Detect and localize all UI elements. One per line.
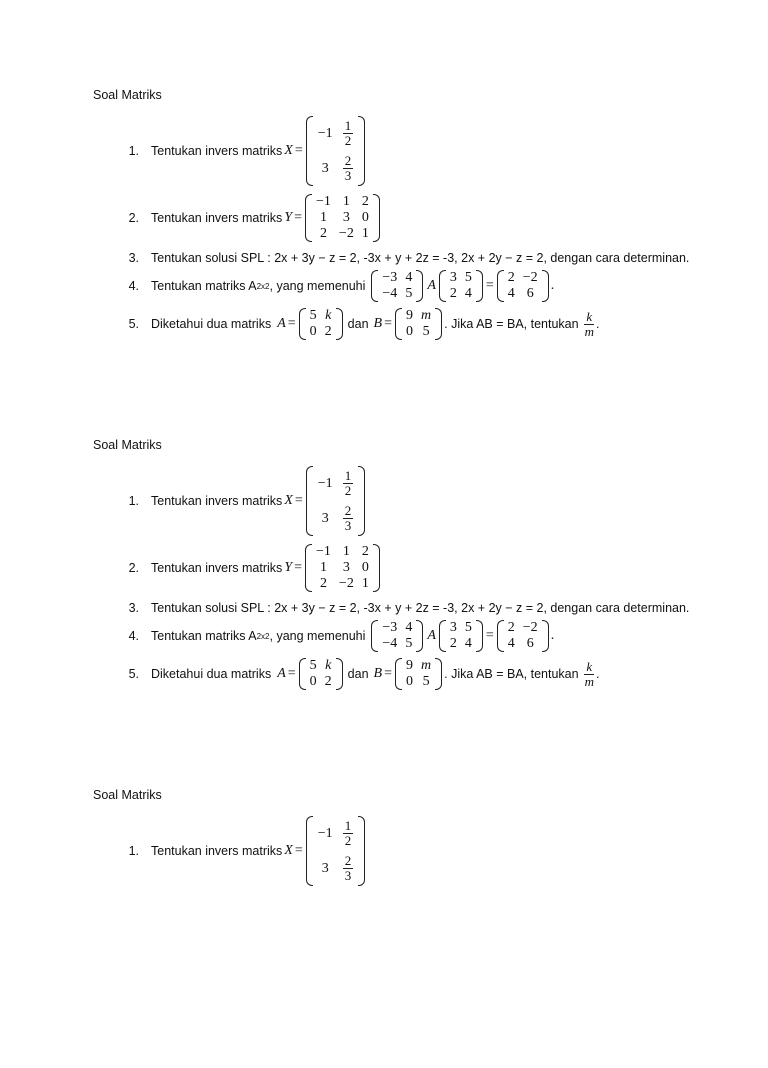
question-text (151, 629, 365, 643)
question-text: Tentukan solusi SPL : 2x + 3y − z = 2, -3x + y + 2z = -3, 2x + 2y − z = 2, dengan cara determinan. (151, 251, 690, 265)
matrix-cell: 4 (464, 636, 472, 651)
math-expression (275, 658, 344, 690)
equals-sign: = (294, 493, 303, 508)
matrix-cell: 5 (405, 636, 413, 651)
question-text: Tentukan invers matriks (151, 144, 283, 158)
right-bracket (336, 658, 343, 690)
matrix-cell: 9 (406, 658, 413, 673)
right-bracket (476, 270, 483, 302)
matrix-cell: 0 (361, 560, 369, 575)
fraction (343, 119, 354, 148)
right-bracket (476, 620, 483, 652)
matrix-cell: 2 (449, 286, 457, 301)
right-bracket (542, 270, 549, 302)
matrix-cell: 3 (449, 270, 457, 285)
matrix-cell: −2 (522, 270, 538, 285)
question-number: 1. (128, 844, 139, 858)
matrix-cell: 6 (526, 286, 534, 301)
matrix-body (306, 658, 336, 690)
matrix (395, 658, 442, 690)
math-expression (282, 466, 367, 536)
question-text: Tentukan invers matriks (151, 561, 283, 575)
period: . (595, 317, 600, 331)
matrix (371, 270, 423, 302)
fraction (343, 504, 354, 533)
matrix-cell: k (325, 658, 332, 673)
period: . (550, 278, 555, 293)
question-text-a: Tentukan matriks A (151, 629, 257, 643)
question-item-5 (93, 658, 599, 690)
right-bracket (416, 620, 423, 652)
fraction-numerator: 1 (344, 818, 352, 833)
variable: B (373, 316, 383, 331)
matrix-cell: −1 (316, 544, 331, 559)
left-bracket (305, 194, 312, 242)
equals-sign: = (485, 628, 494, 643)
matrix-cell: 4 (405, 620, 413, 635)
matrix (299, 658, 343, 690)
matrix-cell: 2 (449, 636, 457, 651)
variable: A (427, 628, 436, 643)
matrix-cell: 3 (321, 160, 329, 176)
right-bracket (358, 116, 365, 186)
matrix-cell: 1 (319, 560, 327, 575)
matrix-body (313, 116, 358, 186)
matrix-body (378, 620, 416, 652)
matrix-cell: 1 (361, 576, 369, 591)
matrix-cell: −1 (317, 475, 333, 491)
matrix-cell: 2 (319, 226, 327, 241)
matrix-cell: 0 (406, 324, 413, 339)
matrix-cell: 3 (449, 620, 457, 635)
matrix-body (446, 620, 476, 652)
fraction-denominator: 3 (344, 868, 352, 883)
math-expression (282, 816, 367, 886)
equals-sign: = (294, 210, 303, 225)
left-bracket (439, 620, 446, 652)
question-item-3 (93, 601, 689, 615)
matrix-cell: −1 (316, 194, 331, 209)
matrix-cell (338, 851, 359, 886)
matrix-cell: 4 (464, 286, 472, 301)
right-bracket (373, 544, 380, 592)
matrix-body (378, 270, 416, 302)
matrix (439, 270, 483, 302)
matrix (306, 116, 365, 186)
right-bracket (435, 308, 442, 340)
question-text-b: , yang memenuhi (269, 629, 366, 643)
period: . (595, 667, 600, 681)
variable: X (284, 493, 293, 508)
right-bracket (416, 270, 423, 302)
matrix-body (312, 194, 373, 242)
math-expression (275, 308, 344, 340)
section-title: Soal Matriks (93, 788, 162, 802)
matrix-cell: 3 (321, 510, 329, 526)
variable: X (284, 843, 293, 858)
right-bracket (435, 658, 442, 690)
left-bracket (371, 620, 378, 652)
matrix-cell: 0 (361, 210, 369, 225)
equals-sign: = (294, 843, 303, 858)
matrix-cell (338, 116, 359, 151)
matrix-cell: 0 (406, 674, 413, 689)
equals-sign: = (384, 316, 392, 331)
matrix-cell: 4 (405, 270, 413, 285)
fraction-numerator: k (586, 308, 593, 324)
variable: A (277, 316, 286, 331)
matrix (395, 308, 442, 340)
question-number: 5. (128, 317, 139, 331)
fraction-denominator: 2 (344, 483, 352, 498)
right-bracket (373, 194, 380, 242)
variable: B (373, 666, 383, 681)
matrix-cell: 0 (309, 674, 317, 689)
right-bracket (542, 620, 549, 652)
matrix-cell: 3 (321, 860, 329, 876)
matrix-body (446, 270, 476, 302)
matrix-cell: −2 (338, 576, 354, 591)
question-text-tail: . Jika AB = BA, tentukan (444, 317, 579, 331)
question-number: 2. (128, 561, 139, 575)
matrix-cell: 3 (342, 560, 350, 575)
question-item-1 (93, 466, 367, 536)
question-section (93, 788, 743, 1068)
matrix-cell: 4 (507, 636, 515, 651)
question-number: 1. (128, 494, 139, 508)
question-item-1 (93, 816, 367, 886)
matrix-cell: 1 (342, 194, 350, 209)
matrix-cell: 5 (422, 674, 430, 689)
fraction (343, 854, 354, 883)
question-number: 2. (128, 211, 139, 225)
fraction-denominator: 3 (344, 168, 352, 183)
question-text: Diketahui dua matriks (151, 317, 272, 331)
fraction-numerator: 2 (344, 503, 352, 518)
matrix-body (306, 308, 336, 340)
matrix-cell: 6 (526, 636, 534, 651)
matrix-cell: −3 (382, 620, 398, 635)
question-item-1 (93, 116, 367, 186)
matrix (305, 544, 380, 592)
section-title: Soal Matriks (93, 438, 162, 452)
question-text: Diketahui dua matriks (151, 667, 272, 681)
connector-text: dan (347, 667, 369, 681)
subscript: 2x2 (256, 281, 270, 291)
variable: X (284, 143, 293, 158)
fraction-denominator: 2 (344, 833, 352, 848)
question-text: Tentukan invers matriks (151, 494, 283, 508)
equals-sign: = (485, 278, 494, 293)
question-item-2 (93, 194, 382, 242)
matrix-cell: −4 (382, 286, 398, 301)
question-item-5 (93, 308, 599, 340)
left-bracket (395, 308, 402, 340)
left-bracket (395, 658, 402, 690)
matrix-body (504, 270, 542, 302)
left-bracket (306, 466, 313, 536)
subscript: 2x2 (256, 631, 270, 641)
matrix-body (402, 308, 435, 340)
matrix-cell: −3 (382, 270, 398, 285)
math-expression (369, 620, 554, 652)
matrix (299, 308, 343, 340)
fraction (343, 154, 354, 183)
matrix-cell: 2 (507, 620, 515, 635)
matrix-cell: −1 (317, 125, 333, 141)
question-text-b: , yang memenuhi (269, 279, 366, 293)
question-text-a: Tentukan matriks A (151, 279, 257, 293)
math-expression (372, 308, 445, 340)
matrix-body (504, 620, 542, 652)
matrix-cell: 5 (309, 308, 317, 323)
matrix-cell: 1 (319, 210, 327, 225)
left-bracket (306, 816, 313, 886)
question-section (93, 88, 743, 368)
matrix-cell: 2 (319, 576, 327, 591)
left-bracket (371, 270, 378, 302)
matrix-cell (338, 151, 359, 186)
fraction-denominator: 2 (344, 133, 352, 148)
fraction (583, 310, 596, 339)
matrix-cell: −2 (338, 226, 354, 241)
question-number: 3. (128, 601, 139, 615)
matrix-cell: −4 (382, 636, 398, 651)
matrix-cell: 5 (309, 658, 317, 673)
math-expression (282, 544, 382, 592)
matrix-cell: 2 (361, 194, 369, 209)
math-expression (282, 116, 367, 186)
matrix-cell: 9 (406, 308, 413, 323)
fraction-denominator: m (584, 673, 594, 689)
fraction-numerator: 1 (344, 118, 352, 133)
fraction-denominator: m (584, 323, 594, 339)
matrix-cell: −1 (317, 825, 333, 841)
equals-sign: = (294, 143, 303, 158)
fraction-numerator: k (586, 658, 593, 674)
question-section (93, 438, 743, 718)
question-text-tail: . Jika AB = BA, tentukan (444, 667, 579, 681)
matrix (305, 194, 380, 242)
fraction-denominator: 3 (344, 518, 352, 533)
period: . (550, 628, 555, 643)
matrix-cell (338, 466, 359, 501)
question-text: Tentukan invers matriks (151, 211, 283, 225)
equals-sign: = (287, 666, 296, 681)
variable: A (427, 278, 436, 293)
question-item-4 (93, 270, 554, 302)
question-text: Tentukan invers matriks (151, 844, 283, 858)
question-text: Tentukan solusi SPL : 2x + 3y − z = 2, -3x + y + 2z = -3, 2x + 2y − z = 2, dengan cara determinan. (151, 601, 690, 615)
matrix-cell: 2 (361, 544, 369, 559)
right-bracket (358, 466, 365, 536)
variable: A (277, 666, 286, 681)
left-bracket (497, 620, 504, 652)
fraction (583, 660, 596, 689)
fraction-numerator: 1 (344, 468, 352, 483)
math-expression (372, 658, 445, 690)
fraction (343, 469, 354, 498)
question-number: 1. (128, 144, 139, 158)
matrix (439, 620, 483, 652)
matrix-body (313, 816, 358, 886)
matrix-cell: k (325, 308, 332, 323)
matrix-cell: 2 (324, 674, 332, 689)
left-bracket (439, 270, 446, 302)
question-text (151, 279, 365, 293)
left-bracket (305, 544, 312, 592)
fraction-numerator: 2 (344, 153, 352, 168)
matrix-cell: m (421, 658, 432, 673)
matrix (497, 620, 549, 652)
matrix-cell: 1 (361, 226, 369, 241)
equals-sign: = (294, 560, 303, 575)
matrix-cell: m (421, 308, 432, 323)
fraction (343, 819, 354, 848)
matrix-cell: 5 (464, 270, 472, 285)
left-bracket (497, 270, 504, 302)
matrix (371, 620, 423, 652)
question-item-4 (93, 620, 554, 652)
matrix (306, 466, 365, 536)
matrix-body (312, 544, 373, 592)
matrix-cell: 4 (507, 286, 515, 301)
equals-sign: = (384, 666, 392, 681)
question-number: 5. (128, 667, 139, 681)
right-bracket (358, 816, 365, 886)
left-bracket (299, 658, 306, 690)
left-bracket (306, 116, 313, 186)
question-item-3 (93, 251, 689, 265)
matrix-cell (338, 816, 359, 851)
equals-sign: = (287, 316, 296, 331)
matrix (306, 816, 365, 886)
right-bracket (336, 308, 343, 340)
matrix-cell: 5 (422, 324, 430, 339)
question-number: 3. (128, 251, 139, 265)
left-bracket (299, 308, 306, 340)
variable: Y (284, 210, 293, 225)
matrix (497, 270, 549, 302)
matrix-cell: 1 (342, 544, 350, 559)
matrix-cell: 3 (342, 210, 350, 225)
math-expression (282, 194, 382, 242)
matrix-body (313, 466, 358, 536)
math-expression (369, 270, 554, 302)
matrix-cell: −2 (522, 620, 538, 635)
section-title: Soal Matriks (93, 88, 162, 102)
matrix-cell: 0 (309, 324, 317, 339)
fraction-numerator: 2 (344, 853, 352, 868)
matrix-cell: 2 (324, 324, 332, 339)
matrix-cell: 5 (464, 620, 472, 635)
matrix-cell: 5 (405, 286, 413, 301)
matrix-cell: 2 (507, 270, 515, 285)
variable: Y (284, 560, 293, 575)
matrix-cell (338, 501, 359, 536)
connector-text: dan (347, 317, 369, 331)
question-number: 4. (128, 629, 139, 643)
matrix-body (402, 658, 435, 690)
question-number: 4. (128, 279, 139, 293)
question-item-2 (93, 544, 382, 592)
